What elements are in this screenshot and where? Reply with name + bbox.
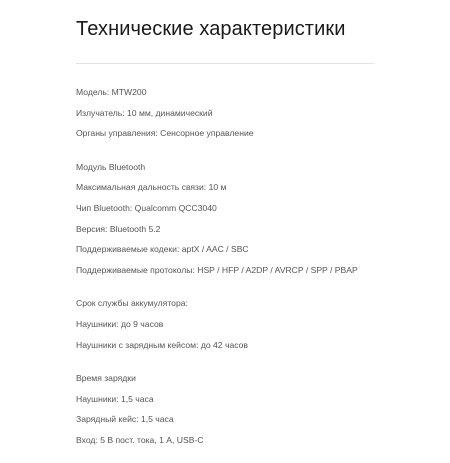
page-title: Технические характеристики xyxy=(76,18,346,40)
spec-line: Излучатель: 10 мм, динамический xyxy=(76,107,213,118)
spec-line: Модель: MTW200 xyxy=(76,87,147,97)
spec-section-battery xyxy=(76,293,386,355)
spec-line: Наушники с зарядным кейсом: до 42 часов xyxy=(76,339,248,350)
spec-line: Наушники: 1,5 часа xyxy=(76,393,154,404)
spec-section-bluetooth xyxy=(76,157,386,281)
title-divider xyxy=(76,63,374,64)
spec-line: Поддерживаемые протоколы: HSP / HFP / A2DP / AVRCP / SPP / PBAP xyxy=(76,265,358,276)
specs-content xyxy=(76,82,386,463)
spec-section-heading: Модуль Bluetooth xyxy=(76,161,146,172)
spec-line: Чип Bluetooth: Qualcomm QCC3040 xyxy=(76,203,217,214)
spec-section-charging xyxy=(76,368,386,451)
spec-line: Поддерживаемые кодеки: aptX / AAC / SBC xyxy=(76,244,249,255)
spec-line: Максимальная дальность связи: 10 м xyxy=(76,182,227,193)
spec-section-general xyxy=(76,82,386,144)
spec-line: Органы управления: Сенсорное управление xyxy=(76,128,254,139)
spec-line: Версия: Bluetooth 5.2 xyxy=(76,223,161,234)
spec-line: Зарядный кейс: 1,5 часа xyxy=(76,414,174,425)
spec-line: Наушники: до 9 часов xyxy=(76,319,164,330)
spec-section-heading: Время зарядки xyxy=(76,372,136,383)
spec-line: Вход: 5 В пост. тока, 1 А, USB-C xyxy=(76,435,204,446)
spec-section-heading: Срок службы аккумулятора: xyxy=(76,298,188,309)
